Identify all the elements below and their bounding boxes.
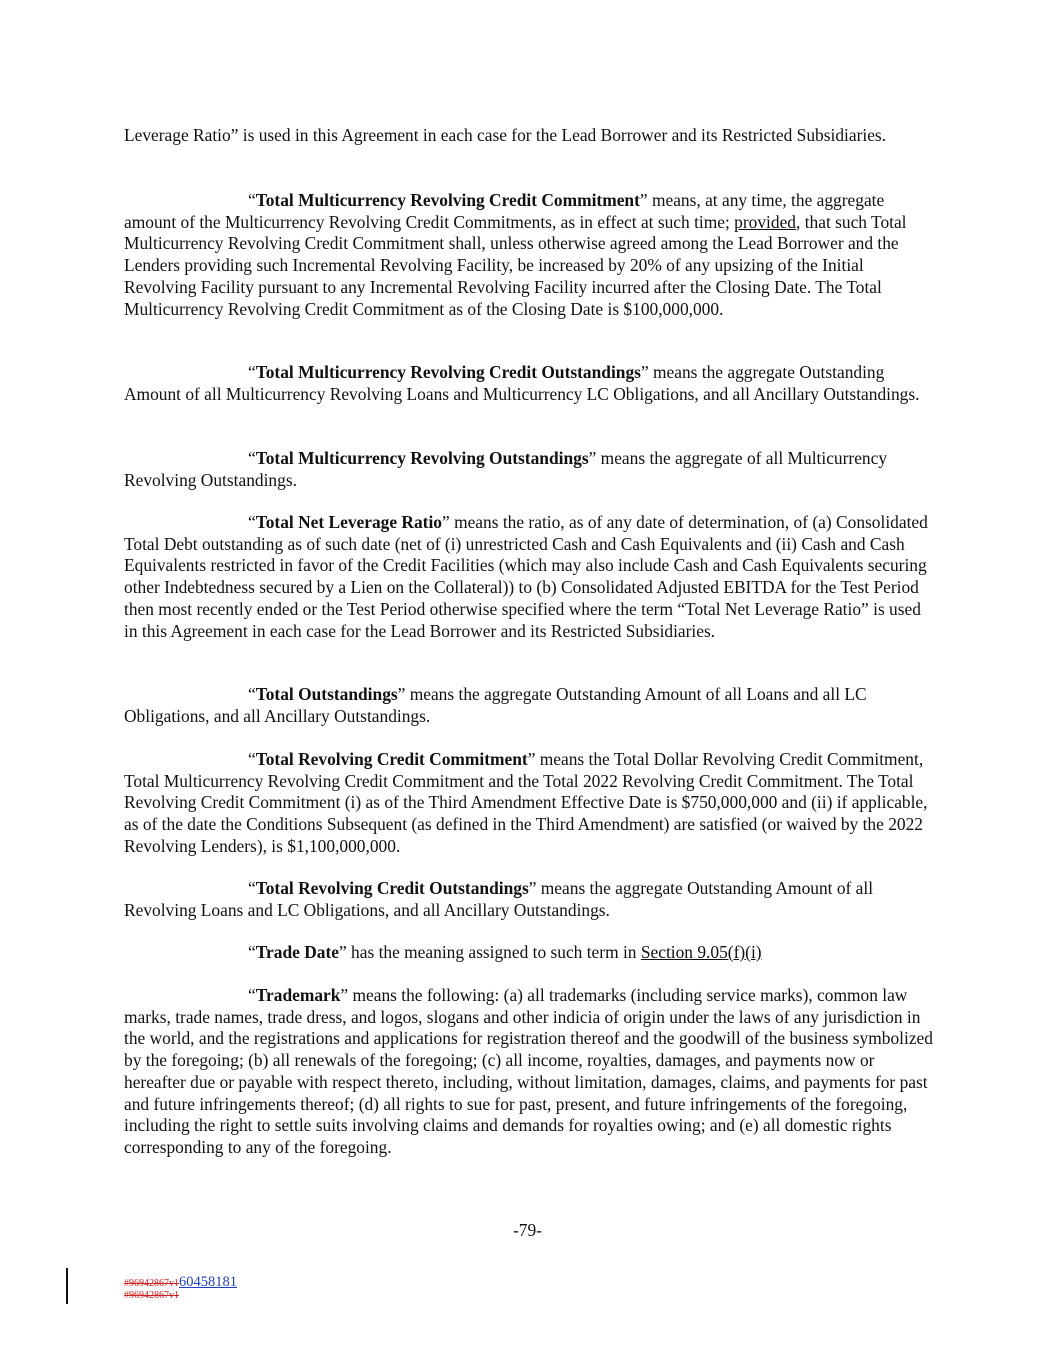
definition-total-multicurrency-revolving-credit-outstandings: “Total Multicurrency Revolving Credit Outstandings” means the aggregate Outstanding Amount of all Multicurrency Revolving Loans and Multicurrency LC Obligations, and all Ancillary Outstandings.	[124, 362, 920, 404]
definition-trademark: “Trademark” means the following: (a) all trademarks (including service marks), common law marks, trade names, trade dress, and logos, slogans and other indicia of origin under the laws of any jurisdiction in the world, and the registrations and applications for registration thereof and the goodwill of the business symbolized by the foregoing; (b) all renewals of the foregoing; (c) all income, royalties, damages, and payments now or hereafter due or payable with respect thereto, including, without limitation, damages, claims, and payments for past and future infringements thereof; (d) all rights to sue for past, present, and future infringements of the foregoing, including the right to settle suits involving claims and demands for royalties owing; and (e) all domestic rights corresponding to any of the foregoing.	[124, 985, 933, 1157]
defined-term: Total Multicurrency Revolving Outstandings	[255, 448, 589, 468]
section-reference-link[interactable]: Section 9.05(f)(i)	[640, 942, 762, 962]
definition-total-revolving-credit-outstandings: “Total Revolving Credit Outstandings” means the aggregate Outstanding Amount of all Revolving Loans and LC Obligations, and all Ancillary Outstandings.	[124, 878, 874, 920]
defined-term: Total Multicurrency Revolving Credit Outstandings	[255, 362, 641, 382]
defined-term: Total Outstandings	[255, 684, 398, 704]
document-id-inserted: 60458181	[179, 1274, 237, 1290]
definition-total-multicurrency-revolving-outstandings: “Total Multicurrency Revolving Outstandings” means the aggregate of all Multicurrency Revolving Outstandings.	[124, 448, 888, 490]
definition-total-revolving-credit-commitment: “Total Revolving Credit Commitment” means the Total Dollar Revolving Credit Commitment, Total Multicurrency Revolving Credit Commitment and the Total 2022 Revolving Credit Commitment. The Total Revolving Credit Commitment (i) as of the Third Amendment Effective Date is $750,000,000 and (ii) if applicable, as of the date the Conditions Subsequent (as defined in the Third Amendment) are satisfied (or waived by the 2022 Revolving Lenders), is $1,100,000,000.	[124, 749, 928, 856]
definition-total-multicurrency-revolving-credit-commitment: “Total Multicurrency Revolving Credit Commitment” means, at any time, the aggregate amount of the Multicurrency Revolving Credit Commitments, as in effect at such time; provided, that such Total Multicurrency Revolving Credit Commitment shall, unless otherwise agreed among the Lead Borrower and the Lenders providing such Incremental Revolving Facility, be increased by 20% of any upsizing of the Initial Revolving Facility pursuant to any Incremental Revolving Facility incurred after the Closing Date. The Total Multicurrency Revolving Credit Commitment as of the Closing Date is $100,000,000.	[124, 190, 907, 319]
defined-term: Total Revolving Credit Outstandings	[255, 878, 529, 898]
definition-total-outstandings: “Total Outstandings” means the aggregate Outstanding Amount of all Loans and all LC Obligations, and all Ancillary Outstandings.	[124, 684, 867, 726]
document-id-deleted: #96942867v1	[124, 1278, 179, 1289]
paragraph-leverage-ratio-continued: Leverage Ratio” is used in this Agreement in each case for the Lead Borrower and its Restricted Subsidiaries.	[124, 125, 887, 145]
provided-underlined: provided	[734, 211, 796, 232]
defined-term: Trademark	[255, 985, 341, 1005]
defined-term: Total Multicurrency Revolving Credit Commitment	[255, 190, 640, 210]
defined-term: Total Revolving Credit Commitment	[255, 749, 528, 769]
page-number: -79-	[513, 1220, 542, 1240]
defined-term: Total Net Leverage Ratio	[255, 512, 442, 532]
definition-trade-date: “Trade Date” has the meaning assigned to such term in Section 9.05(f)(i)	[248, 942, 762, 962]
document-id	[124, 1272, 237, 1292]
defined-term: Trade Date	[255, 942, 339, 962]
definition-total-net-leverage-ratio: “Total Net Leverage Ratio” means the ratio, as of any date of determination, of (a) Consolidated Total Debt outstanding as of such date (net of (i) unrestricted Cash and Cash Equivalents and (ii) Cash and Cash Equivalents restricted in favor of the Credit Facilities (which may also include Cash and Cash Equivalents securing other Indebtedness secured by a Lien on the Collateral)) to (b) Consolidated Adjusted EBITDA for the Test Period then most recently ended or the Test Period otherwise specified where the term “Total Net Leverage Ratio” is used in this Agreement in each case for the Lead Borrower and its Restricted Subsidiaries.	[124, 512, 928, 641]
change-bar	[66, 1268, 68, 1304]
document-id-deleted-second: #96942867v1	[124, 1290, 179, 1301]
